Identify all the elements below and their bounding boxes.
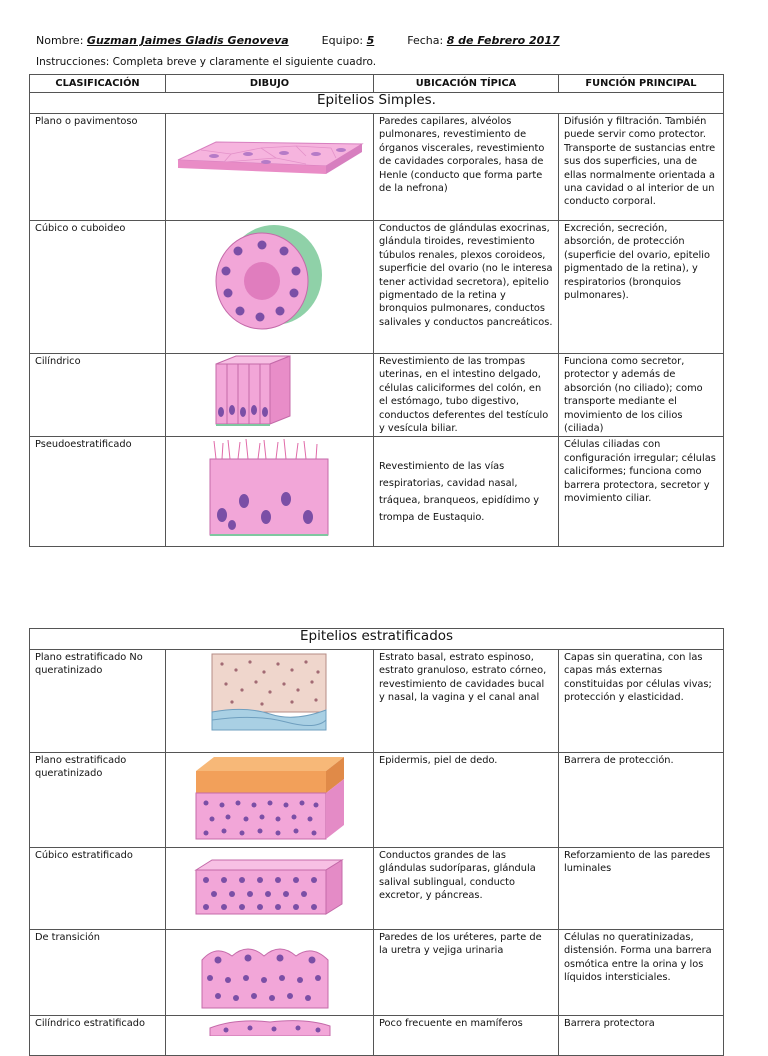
drawing-stratified-cuboidal [166,848,374,930]
row-funcion: Barrera de protección. [559,753,724,848]
drawing-cuboidal [166,221,374,354]
row-name: Pseudoestratificado [30,437,166,547]
row-ubicacion: Paredes capilares, alvéolos pulmonares, revestimiento de órganos viscerales, revestimiento de cavidades corporales, hasa de Henle (conducto que forma parte de la nefrona) [374,114,559,221]
row-funcion: Células no queratinizadas, distensión. Forma una barrera osmótica entre la orina y los líquidos intersticiales. [559,930,724,1016]
table-row [30,437,724,547]
instructions: Instrucciones: Completa breve y claramente el siguiente cuadro. [36,56,377,68]
row-name: Cilíndrico [30,354,166,437]
col-clasificacion: CLASIFICACIÓN [30,75,166,93]
section-title-simple: Epitelios Simples. [30,93,724,114]
drawing-keratinized [166,753,374,848]
drawing-transitional [166,930,374,1016]
col-funcion: FUNCIÓN PRINCIPAL [559,75,724,93]
nombre-label: Nombre: [36,34,84,47]
row-name: Cilíndrico estratificado [30,1016,166,1056]
row-name: De transición [30,930,166,1016]
table-row [30,650,724,753]
row-name: Plano estratificado queratinizado [30,753,166,848]
row-ubicacion: Revestimiento de las trompas uterinas, en el intestino delgado, células caliciformes del colón, en el estómago, tubo digestivo, conductos deferentes del testículo y vesícula biliar. [374,354,559,437]
drawing-nonkeratinized [166,650,374,753]
column-headers [30,75,724,93]
row-ubicacion: Poco frecuente en mamíferos [374,1016,559,1056]
section-title-stratified: Epitelios estratificados [30,629,724,650]
row-funcion: Funciona como secretor, protector y además de absorción (no ciliado); como transporte mediante el movimiento de los cilios (ciliada) [559,354,724,437]
table-row [30,354,724,437]
table-row [30,930,724,1016]
row-funcion: Células ciliadas con configuración irregular; células caliciformes; funciona como barrera protectora, secretor y movimiento ciliar. [559,437,724,547]
fecha-label: Fecha: [407,34,444,47]
equipo-value: 5 [366,34,375,47]
col-dibujo: DIBUJO [166,75,374,93]
row-ubicacion-text: Revestimiento de las vías respiratorias, cavidad nasal, tráquea, branqueos, epidídimo y trompa de Eustaquio. [379,460,540,523]
section-row [30,93,724,114]
table-row [30,114,724,221]
row-ubicacion: Paredes de los uréteres, parte de la uretra y vejiga urinaria [374,930,559,1016]
col-ubicacion: UBICACIÓN TÍPICA [374,75,559,93]
row-ubicacion: Epidermis, piel de dedo. [374,753,559,848]
drawing-columnar [166,354,374,437]
row-funcion: Difusión y filtración. También puede servir como protector. Transporte de sustancias entre sus dos superficies, una de ellas normalmente orientada a una cavidad o al interior de un conducto corporal. [559,114,724,221]
drawing-stratified-columnar [166,1016,374,1056]
row-funcion: Excreción, secreción, absorción, de protección (superficie del ovario, epitelio pigmentado de la retina), y respiratorios (bronquios pulmonares). [559,221,724,354]
row-funcion: Reforzamiento de las paredes luminales [559,848,724,930]
row-name: Plano o pavimentoso [30,114,166,221]
row-name: Cúbico o cuboideo [30,221,166,354]
table-row [30,1016,724,1056]
fecha-value: 8 de Febrero 2017 [446,34,560,47]
section-row [30,629,724,650]
row-name: Cúbico estratificado [30,848,166,930]
table-row [30,221,724,354]
header-line [36,34,560,47]
row-ubicacion: Conductos de glándulas exocrinas, glándula tiroides, revestimiento túbulos renales, plexos coroideos, superficie del ovario (no le interesa tener actividad secretora), epitelio pigmentado de la retina y bronquios pulmonares, conductos salivales y conductos pancreáticos. [374,221,559,354]
row-ubicacion [374,437,559,547]
table-row [30,848,724,930]
table-row [30,753,724,848]
nombre-value: Guzman Jaimes Gladis Genoveva [86,34,289,47]
row-funcion: Capas sin queratina, con las capas más externas constituidas por células vivas; protección y elasticidad. [559,650,724,753]
drawing-pseudostratified [166,437,374,547]
drawing-squamous [166,114,374,221]
row-ubicacion: Estrato basal, estrato espinoso, estrato granuloso, estrato córneo, revestimiento de cavidades bucal y nasal, la vagina y el canal anal [374,650,559,753]
row-name: Plano estratificado No queratinizado [30,650,166,753]
simple-epithelia-table [29,74,724,547]
stratified-epithelia-table [29,628,724,1056]
equipo-label: Equipo: [321,34,364,47]
row-ubicacion: Conductos grandes de las glándulas sudoríparas, glándula salival sublingual, conducto excretor, y páncreas. [374,848,559,930]
row-funcion: Barrera protectora [559,1016,724,1056]
